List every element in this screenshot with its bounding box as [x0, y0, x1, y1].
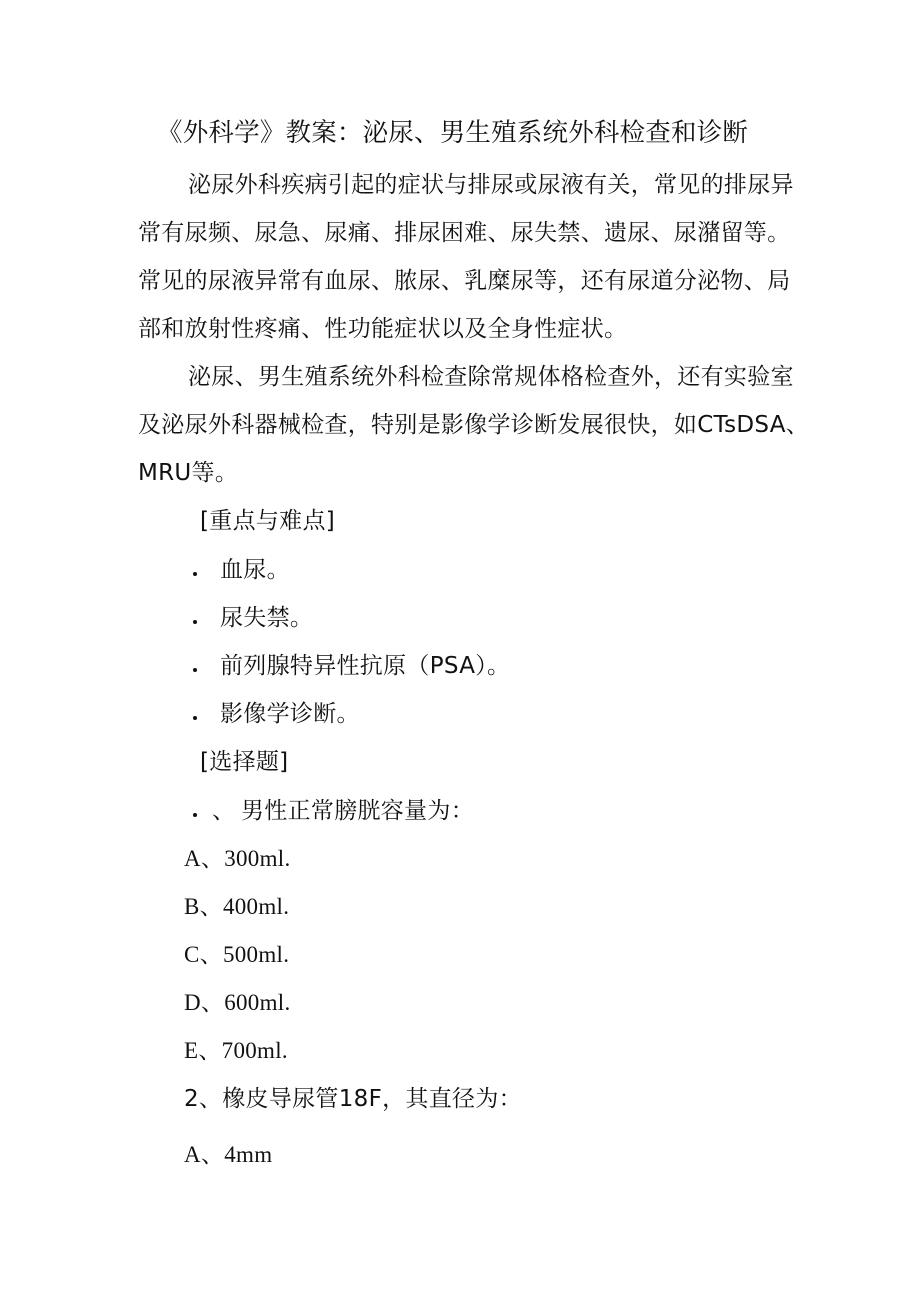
choice-heading: [选择题]: [200, 749, 289, 775]
key-point-item-4: 影像学诊断。: [220, 701, 360, 727]
bullet-icon: [193, 716, 197, 720]
bullet-icon: [193, 668, 197, 672]
paragraph-1-line-1: 泌尿外科疾病引起的症状与排尿或尿液有关，常见的排尿异: [188, 172, 794, 198]
bullet-icon: [193, 572, 197, 576]
bullet-icon: [193, 620, 197, 624]
question-1-prefix: 、: [212, 798, 236, 824]
key-point-item-2: 尿失禁。: [220, 605, 314, 631]
key-point-item-1: 血尿。: [220, 557, 290, 583]
paragraph-2-line-3: MRU等。: [138, 460, 239, 486]
question-1-option-b: B、400ml.: [184, 894, 290, 919]
key-point-item-3: 前列腺特异性抗原（PSA）。: [220, 653, 511, 679]
key-points-heading: [重点与难点]: [200, 508, 336, 534]
question-1-option-a: A、300ml.: [184, 846, 291, 871]
paragraph-2-line-2: 及泌尿外科器械检查，特别是影像学诊断发展很快，如CTsDSA、: [138, 412, 810, 438]
document-title: 《外科学》教案：泌尿、男生殖系统外科检查和诊断: [157, 118, 749, 148]
paragraph-1-line-4: 部和放射性疼痛、性功能症状以及全身性症状。: [138, 316, 628, 342]
question-2-option-a: A、4mm: [184, 1142, 273, 1167]
question-1-option-c: C、500ml.: [184, 942, 290, 967]
paragraph-1-line-2: 常有尿频、尿急、尿痛、排尿困难、尿失禁、遗尿、尿潴留等。: [138, 220, 791, 246]
question-2-text: 2、橡皮导尿管18F，其直径为：: [184, 1086, 522, 1112]
paragraph-1-line-3: 常见的尿液异常有血尿、脓尿、乳糜尿等，还有尿道分泌物、局: [138, 268, 791, 294]
question-1-option-e: E、700ml.: [184, 1038, 288, 1063]
question-1-text: 男性正常膀胱容量为：: [241, 798, 474, 824]
bullet-icon: [193, 813, 197, 817]
paragraph-2-line-1: 泌尿、男生殖系统外科检查除常规体格检查外，还有实验室: [188, 364, 794, 390]
question-1-option-d: D、600ml.: [184, 990, 291, 1015]
